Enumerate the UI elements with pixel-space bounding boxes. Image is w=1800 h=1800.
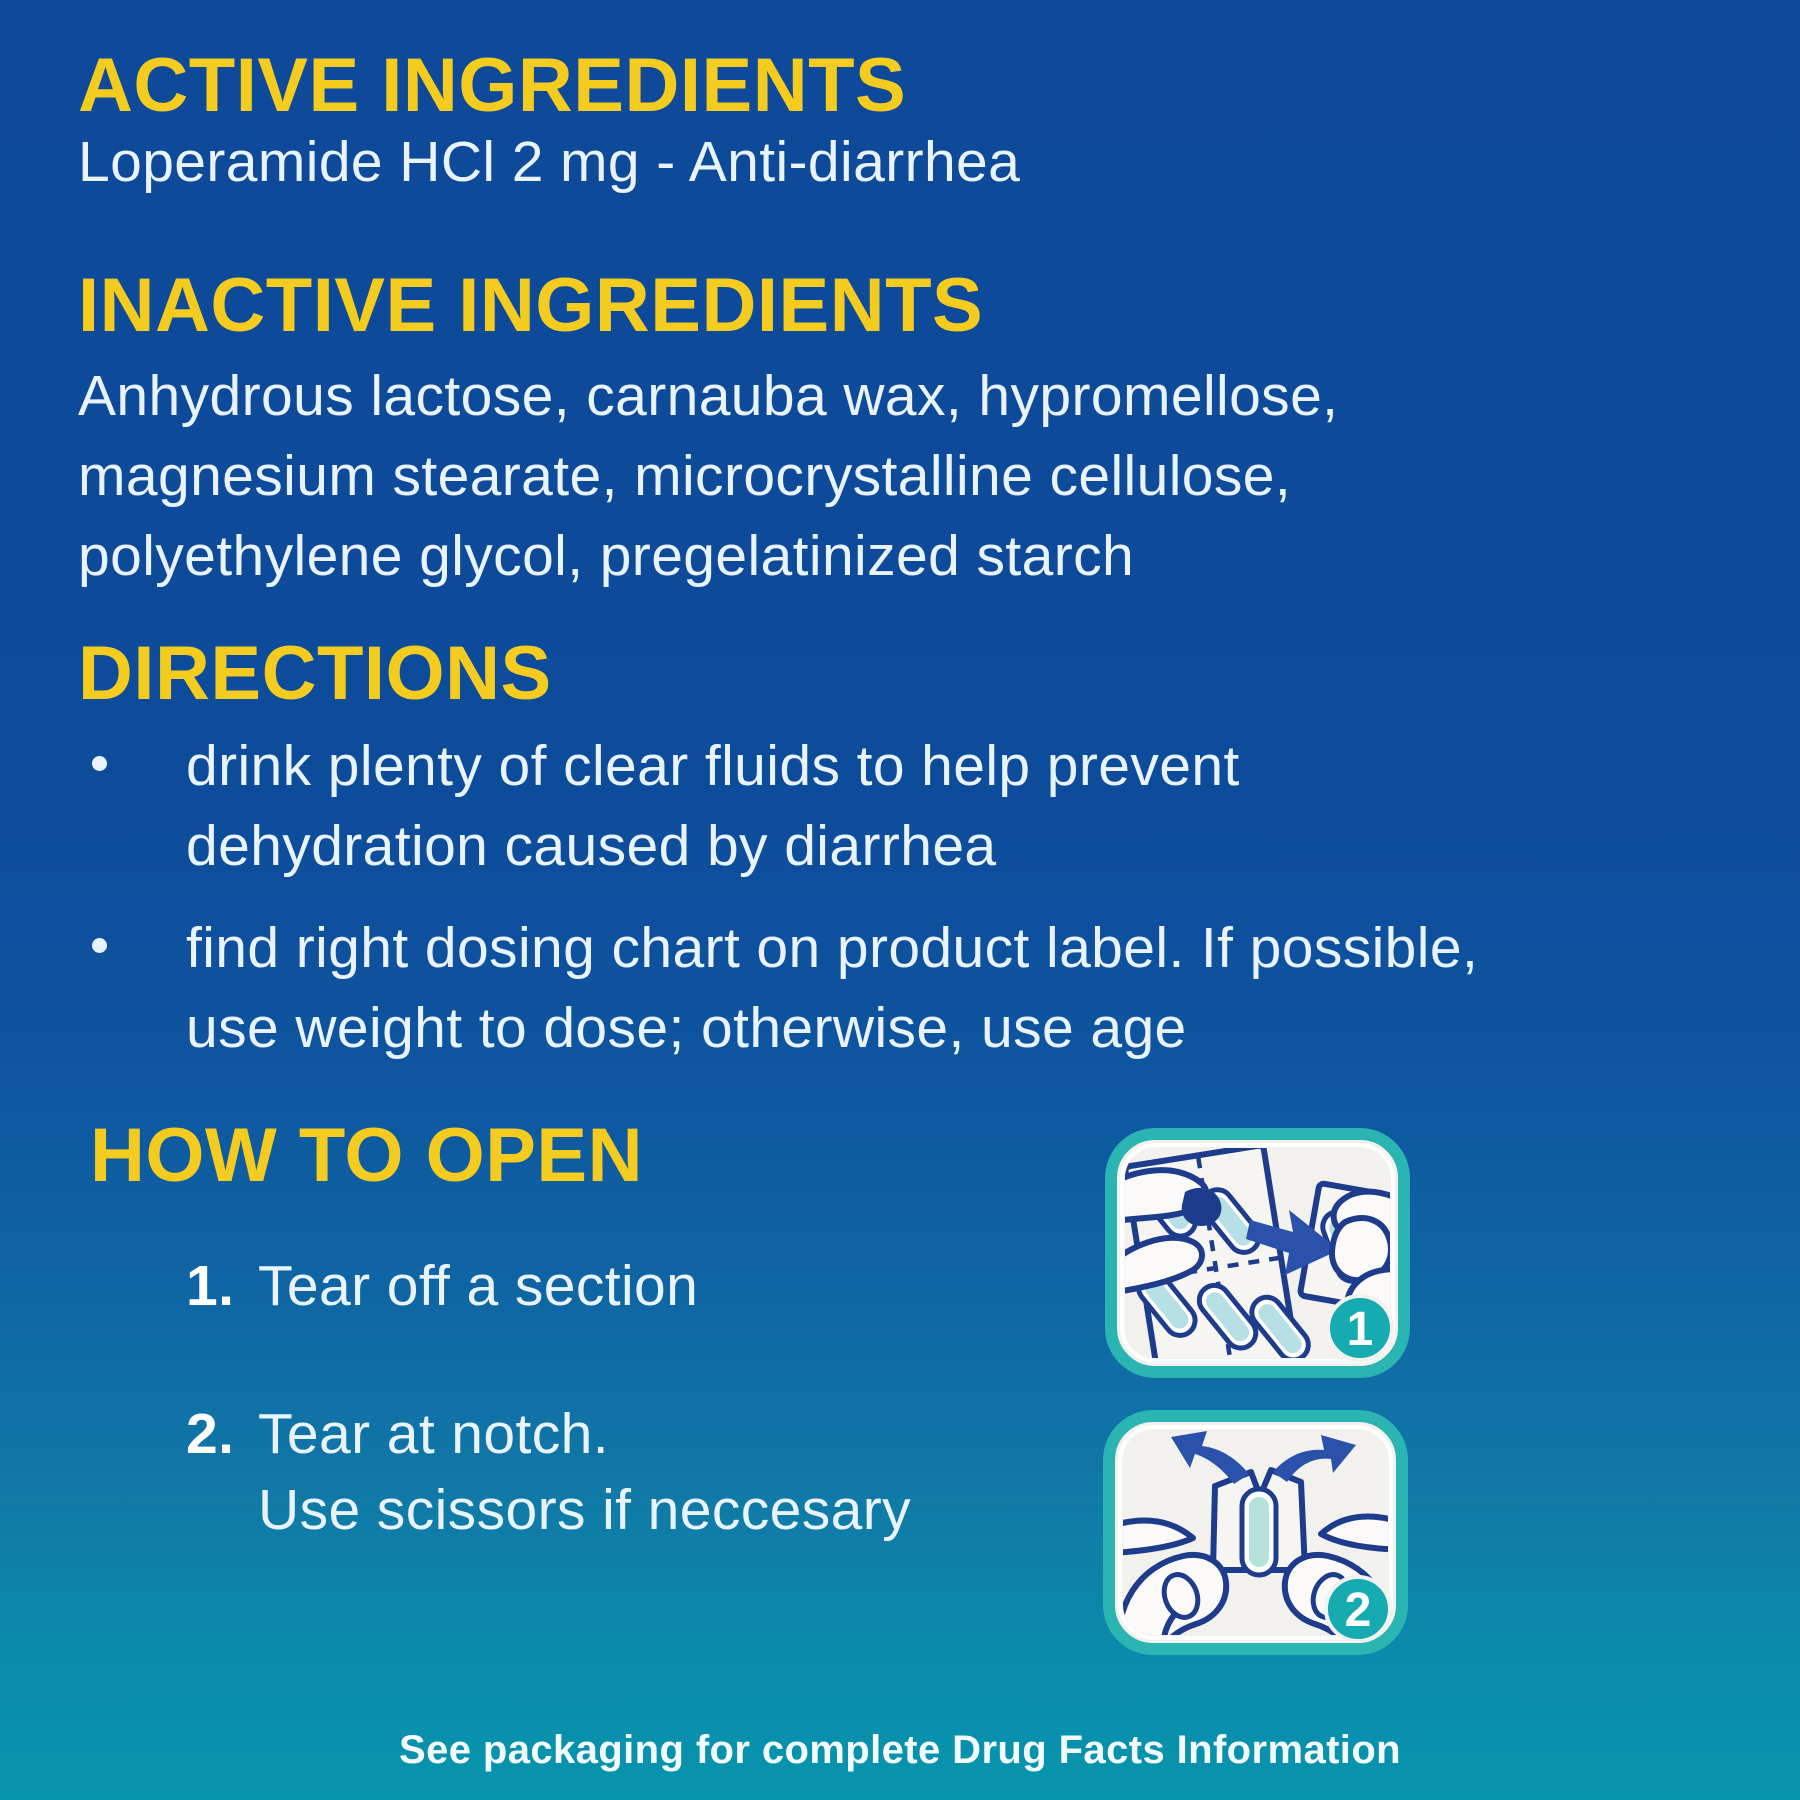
- step-1-text: [258, 1248, 698, 1324]
- bullet-line: dehydration caused by diarrhea: [186, 814, 997, 878]
- step-1-badge-number: 1: [1346, 1303, 1374, 1356]
- step-2-illustration-svg: [1103, 1410, 1408, 1655]
- step-line: Use scissors if neccesary: [258, 1478, 912, 1542]
- inactive-line: polyethylene glycol, pregelatinized starch: [78, 524, 1135, 588]
- tear-at-notch-hands-illustration: [1103, 1410, 1408, 1660]
- bullet-dot-icon: [92, 938, 107, 953]
- directions-bullet-2: [92, 908, 1478, 1068]
- how-to-open-title: HOW TO OPEN: [90, 1113, 644, 1198]
- directions-bullet-1: [92, 726, 1240, 886]
- capsule: [1242, 1489, 1276, 1575]
- step-1-number: 1.: [186, 1254, 235, 1318]
- bullet-line: drink plenty of clear fluids to help prevent: [186, 734, 1240, 798]
- inactive-line: magnesium stearate, microcrystalline cellulose,: [78, 444, 1292, 508]
- inactive-ingredients-title: INACTIVE INGREDIENTS: [78, 263, 984, 348]
- footer-note: See packaging for complete Drug Facts Information: [398, 1728, 1401, 1772]
- bullet-dot-icon: [92, 756, 107, 771]
- inactive-line: Anhydrous lactose, carnauba wax, hypromellose,: [78, 364, 1339, 428]
- inactive-ingredients-body: [78, 356, 1338, 596]
- bullet-text: [186, 908, 1478, 1068]
- active-ingredients-body: Loperamide HCl 2 mg - Anti-diarrhea: [78, 130, 1021, 194]
- step-1: [186, 1248, 698, 1324]
- step-2-text: [258, 1396, 911, 1548]
- active-ingredients-title: ACTIVE INGREDIENTS: [78, 43, 907, 128]
- step-2-badge: [1326, 1577, 1390, 1641]
- blister-pack-tear-off-illustration: [1105, 1128, 1410, 1383]
- step-2-badge-number: 2: [1344, 1584, 1372, 1637]
- bullet-line: find right dosing chart on product label. If possible,: [186, 916, 1479, 980]
- step-2: [186, 1396, 911, 1548]
- step-line: Tear at notch.: [258, 1402, 609, 1466]
- bullet-text: [186, 726, 1240, 886]
- step-1-badge: [1328, 1296, 1392, 1360]
- bullet-line: use weight to dose; otherwise, use age: [186, 996, 1187, 1060]
- step-1-illustration-svg: [1105, 1128, 1410, 1378]
- directions-title: DIRECTIONS: [78, 631, 552, 716]
- step-2-number: 2.: [186, 1402, 235, 1466]
- step-line: Tear off a section: [258, 1254, 699, 1318]
